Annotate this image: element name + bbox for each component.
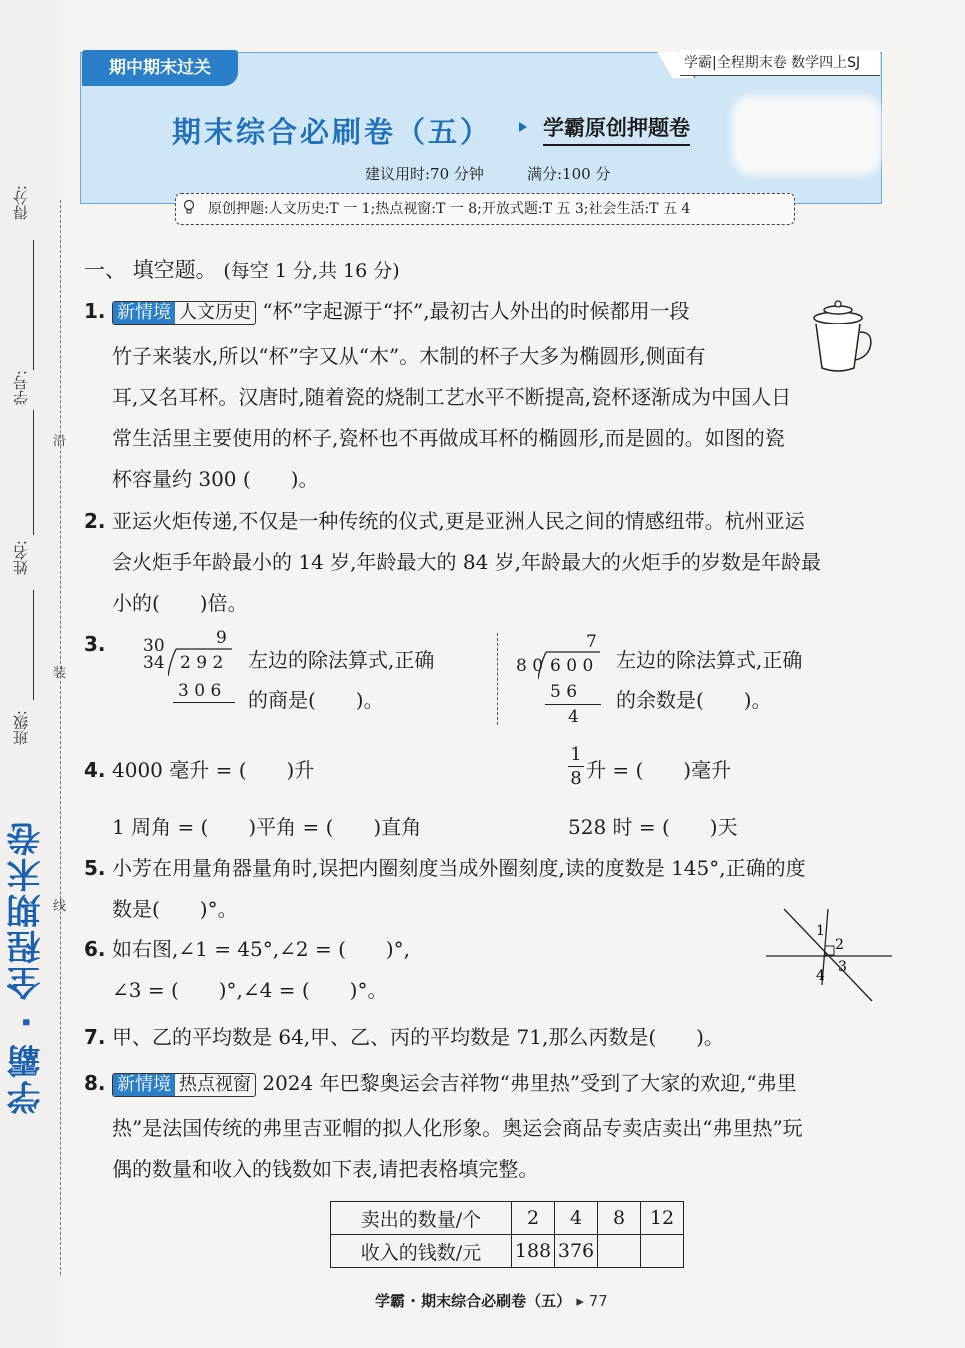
table-cell: 4 xyxy=(555,1202,598,1235)
product: 3 0 6 xyxy=(178,681,222,701)
question-number: 8. xyxy=(84,1071,106,1095)
subtraction-line xyxy=(545,704,601,705)
lightbulb-icon xyxy=(182,199,196,215)
q8-text: 2024 年巴黎奥运会吉祥物“弗里热”受到了大家的欢迎,“弗里 xyxy=(262,1071,797,1095)
row-header: 卖出的数量/个 xyxy=(331,1202,512,1235)
page-subtitle: 学霸原创押题卷 xyxy=(543,112,690,146)
section-title xyxy=(84,254,400,284)
brand-vertical: 学霸 · 全程期末卷 xyxy=(7,820,47,1115)
angle-label-3: 3 xyxy=(838,959,847,975)
table-row xyxy=(331,1235,684,1268)
tag-topic: 热点视窗 xyxy=(179,1073,251,1095)
answer-cell[interactable] xyxy=(641,1235,684,1268)
denominator: 8 xyxy=(570,768,582,789)
score-label: 得分: xyxy=(12,185,30,221)
table-cell: 12 xyxy=(641,1202,684,1235)
id-line xyxy=(33,410,34,535)
q1-text: “杯”字起源于“抔”,最初古人外出的时候都用一段 xyxy=(262,299,690,323)
page-footer xyxy=(375,1290,608,1311)
name-label: 姓名: xyxy=(12,540,30,576)
q1-line4: 常生活里主要使用的杯子,瓷杯也不再做成耳杯的椭圆形,而是圆的。如图的瓷 xyxy=(112,426,785,450)
q8-line2: 热”是法国传统的弗里吉亚帽的拟人化形象。奥运会商品专卖店卖出“弗里热”玩 xyxy=(112,1116,803,1140)
q2-line1: 亚运火炬传递,不仅是一种传统的仪式,更是亚洲人民之间的情感纽带。杭州亚运 xyxy=(112,509,805,533)
q8-line1 xyxy=(112,1071,797,1097)
subtraction-line xyxy=(173,702,235,703)
question-number: 6. xyxy=(84,937,106,961)
q4-d: 528 时 = ( )天 xyxy=(568,815,738,839)
table-row xyxy=(331,1202,684,1235)
q1-line3: 耳,又名耳杯。汉唐时,随着瓷的烧制工艺水平不断提高,瓷杯逐渐成为中国人日 xyxy=(112,385,792,409)
q3-right-text2: 的余数是( )。 xyxy=(616,688,772,712)
tag-new-context: 新情境 xyxy=(113,302,175,324)
fraction xyxy=(568,744,584,789)
tag-topic: 人文历史 xyxy=(179,301,251,323)
question-number: 5. xyxy=(84,856,106,880)
suggested-time: 建议用时:70 分钟 xyxy=(365,165,484,183)
hint-box: 原创押题:人文历史:T 一 1;热点视窗:T 一 8;开放式题:T 五 3;社会生活:T 五 4 xyxy=(175,193,795,225)
question-number: 7. xyxy=(84,1025,106,1049)
q7-line1: 甲、乙的平均数是 64,甲、乙、丙的平均数是 71,那么丙数是( )。 xyxy=(112,1025,724,1049)
tag-new-context: 新情境 xyxy=(113,1074,175,1096)
fraction-bar xyxy=(568,766,584,767)
table-cell: 2 xyxy=(512,1202,555,1235)
remainder: 4 xyxy=(568,707,579,727)
dividend: 2 9 2 xyxy=(180,653,224,673)
angle-label-4: 4 xyxy=(816,968,825,984)
q5-line2: 数是( )°。 xyxy=(112,897,238,921)
quotient: 9 xyxy=(216,628,227,648)
table-cell: 188 xyxy=(512,1235,555,1268)
dividend: 6 0 0 xyxy=(550,656,594,676)
q6-line1: 如右图,∠1 = 45°,∠2 = ( )°, xyxy=(112,937,411,961)
id-label: 学号: xyxy=(12,370,30,406)
q3-left-text2: 的商是( )。 xyxy=(248,688,384,712)
q4-a: 4000 毫升 = ( )升 xyxy=(112,758,315,782)
row-header: 收入的钱数/元 xyxy=(331,1235,512,1268)
division-bracket xyxy=(168,648,238,678)
section-points: (每空 1 分,共 16 分) xyxy=(223,260,400,282)
context-tag xyxy=(112,301,256,325)
series-tag: 学霸|全程期末卷 数学四上SJ xyxy=(680,50,880,76)
context-tag xyxy=(112,1073,256,1097)
footer-brand: 学霸 · 期末综合必刷卷（五） xyxy=(375,1292,572,1310)
q1-line5: 杯容量约 300 ( )。 xyxy=(112,467,319,491)
q2-line3: 小的( )倍。 xyxy=(112,591,248,615)
name-line xyxy=(33,590,34,700)
cut-word: 线 xyxy=(53,899,67,914)
page-number: ▸ 77 xyxy=(576,1292,608,1310)
q4-c: 1 周角 = ( )平角 = ( )直角 xyxy=(112,815,422,839)
q5-line1: 小芳在用量角器量角时,误把内圈刻度当成外圈刻度,读的度数是 145°,正确的度 xyxy=(112,856,806,880)
angle-label-2: 2 xyxy=(835,937,844,953)
cut-line xyxy=(60,200,61,1275)
score-line xyxy=(33,240,34,370)
question-number: 2. xyxy=(84,509,106,533)
table-cell: 376 xyxy=(555,1235,598,1268)
q2-line2: 会火炬手年龄最小的 14 岁,年龄最大的 84 岁,年龄最大的火炬手的岁数是年龄最 xyxy=(112,550,822,574)
cut-word: 装 xyxy=(53,666,67,681)
question-number: 1. xyxy=(84,299,106,323)
divider xyxy=(497,633,498,725)
question-number: 3. xyxy=(84,632,106,656)
q3-right-text1: 左边的除法算式,正确 xyxy=(616,648,803,672)
full-score: 满分:100 分 xyxy=(527,165,611,183)
division-bracket xyxy=(538,651,608,681)
cut-word: 沿 xyxy=(53,434,67,449)
section-title-text: 一、 填空题。 xyxy=(84,258,217,282)
arrow-icon xyxy=(519,122,527,132)
q3-left-text1: 左边的除法算式,正确 xyxy=(248,648,435,672)
divisor-correction: 30 xyxy=(143,636,165,656)
divisor: 8 0 xyxy=(516,656,544,676)
q1-line2: 竹子来装水,所以“杯”字又从“木”。木制的杯子大多为椭圆形,侧面有 xyxy=(112,344,706,368)
table-cell: 8 xyxy=(598,1202,641,1235)
question-number: 4. xyxy=(84,758,106,782)
section-tab: 期中期末过关 xyxy=(82,50,238,86)
divisor: 34 xyxy=(143,653,165,673)
blurred-region xyxy=(732,95,882,175)
class-label: 班级: xyxy=(12,710,30,746)
angle-label-1: 1 xyxy=(816,923,825,939)
angle-figure xyxy=(760,905,900,1005)
q6-line2: ∠3 = ( )°,∠4 = ( )°。 xyxy=(112,978,388,1002)
sales-table xyxy=(330,1201,684,1268)
teacup-icon xyxy=(808,298,876,376)
product: 5 6 xyxy=(550,682,578,702)
page-title: 期末综合必刷卷（五） xyxy=(172,115,493,149)
quotient: 7 xyxy=(586,632,597,652)
q4-b: 升 = ( )毫升 xyxy=(586,758,732,782)
q1-line1 xyxy=(112,299,690,325)
q8-line3: 偶的数量和收入的钱数如下表,请把表格填完整。 xyxy=(112,1157,539,1181)
answer-cell[interactable] xyxy=(598,1235,641,1268)
numerator: 1 xyxy=(570,744,582,765)
